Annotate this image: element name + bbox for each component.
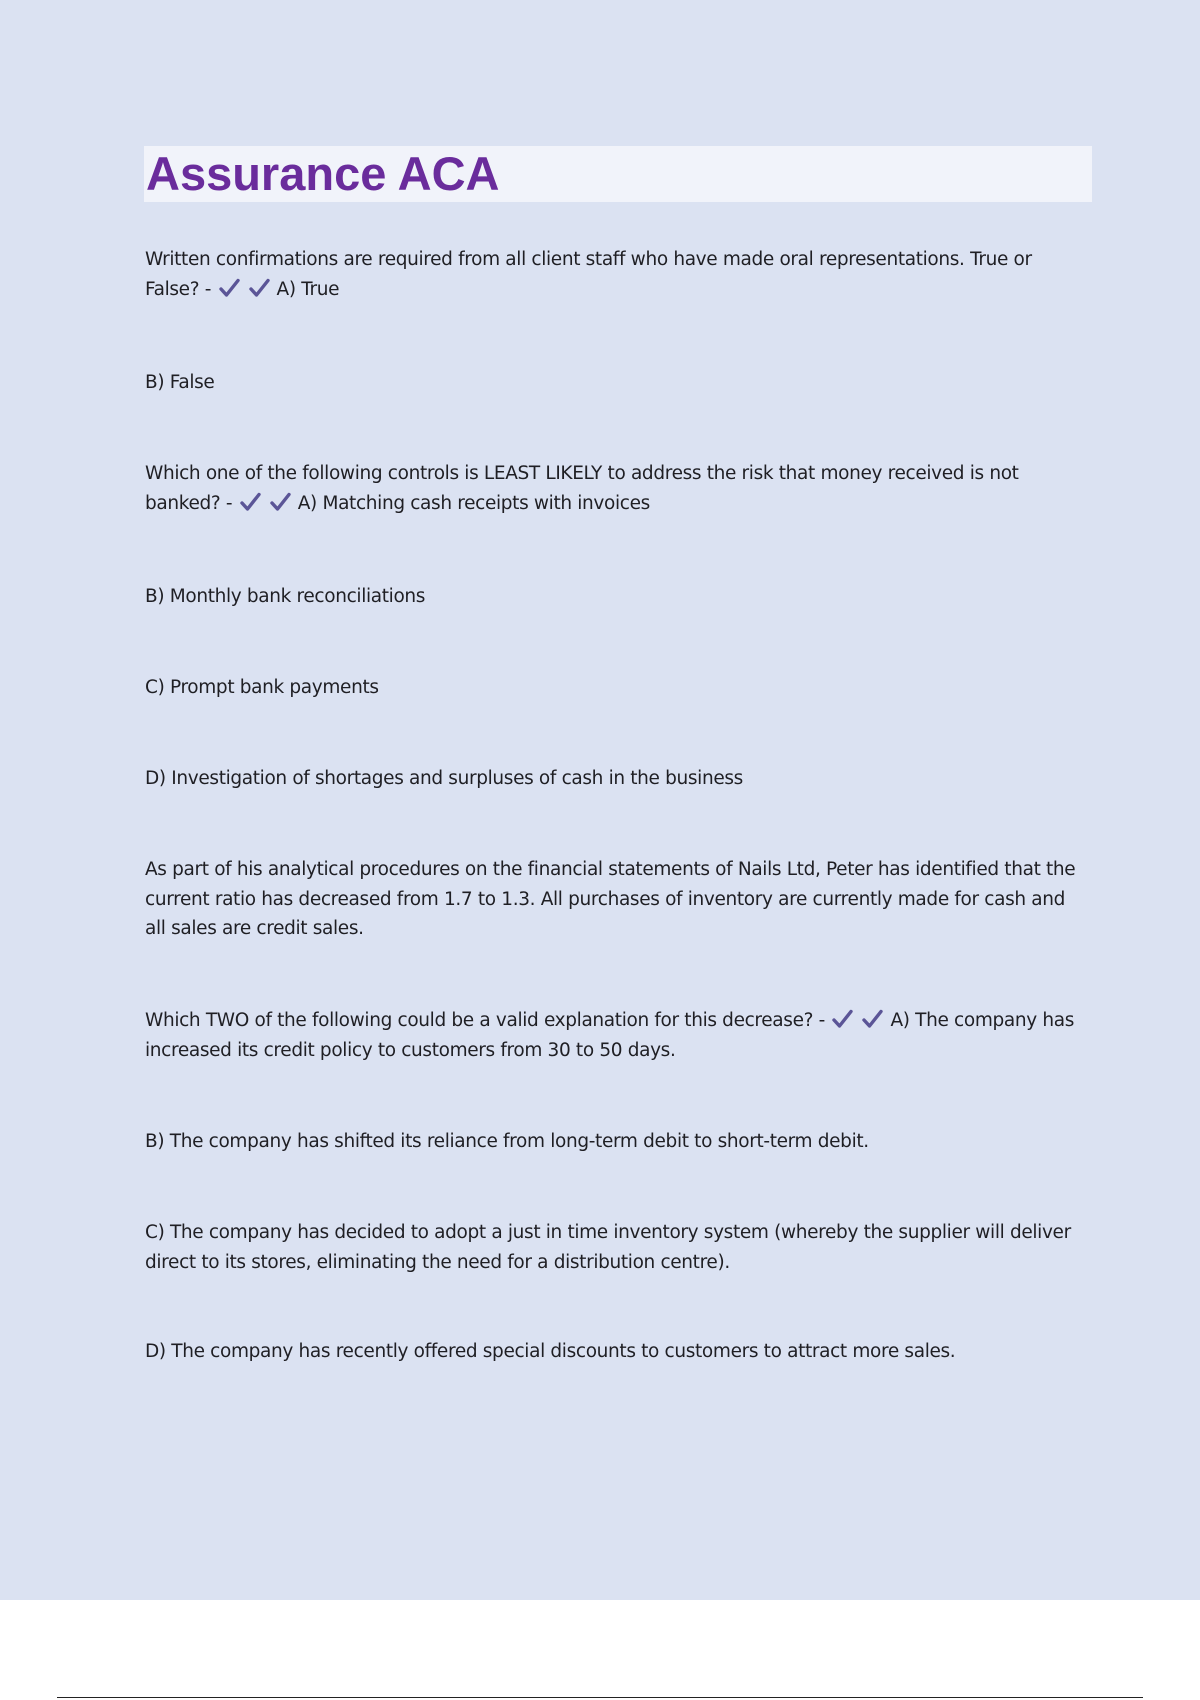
question-1: [145, 245, 1090, 305]
check-icon: [830, 1008, 854, 1030]
option-text: C) The company has decided to adopt a just in time inventory system (whereby the supplier will deliver direct to its stores, eliminating the need for a distribution centre).: [145, 1222, 1071, 1273]
question-2: [145, 459, 1090, 519]
option-text: B) False: [145, 372, 215, 393]
footer-divider: [57, 1697, 1143, 1698]
option-text: B) Monthly bank reconciliations: [145, 586, 426, 607]
scenario-paragraph: As part of his analytical procedures on the financial statements of Nails Ltd, Peter has identified that the current ratio has decreased from 1.7 to 1.3. All purchases of inventory are currently made for cash and all sales are credit sales.: [145, 859, 1076, 939]
answer-text: A) Matching cash receipts with invoices: [297, 493, 650, 514]
option-text: C) Prompt bank payments: [145, 677, 379, 698]
option-text: B) The company has shifted its reliance from long-term debit to short-term debit.: [145, 1131, 869, 1152]
answer-text: A) The company has increased its credit policy to customers from 30 to 50 days.: [145, 1010, 1075, 1061]
check-icon: [217, 277, 241, 299]
option-text: D) Investigation of shortages and surpluses of cash in the business: [145, 768, 743, 789]
check-icon: [860, 1008, 884, 1030]
question-text: Which TWO of the following could be a valid explanation for this decrease? -: [145, 1010, 831, 1031]
check-icon: [268, 491, 292, 513]
answer-text: A) True: [276, 279, 340, 300]
document-title: Assurance ACA: [146, 147, 500, 200]
question-text: Which one of the following controls is LEAST LIKELY to address the risk that money received is not banked? -: [145, 463, 1019, 514]
check-icon: [247, 277, 271, 299]
question-text: Written confirmations are required from all client staff who have made oral representations. True or False? -: [145, 249, 1032, 300]
option-text: D) The company has recently offered special discounts to customers to attract more sales.: [145, 1341, 956, 1362]
question-3: [145, 1006, 1090, 1066]
check-icon: [238, 491, 262, 513]
